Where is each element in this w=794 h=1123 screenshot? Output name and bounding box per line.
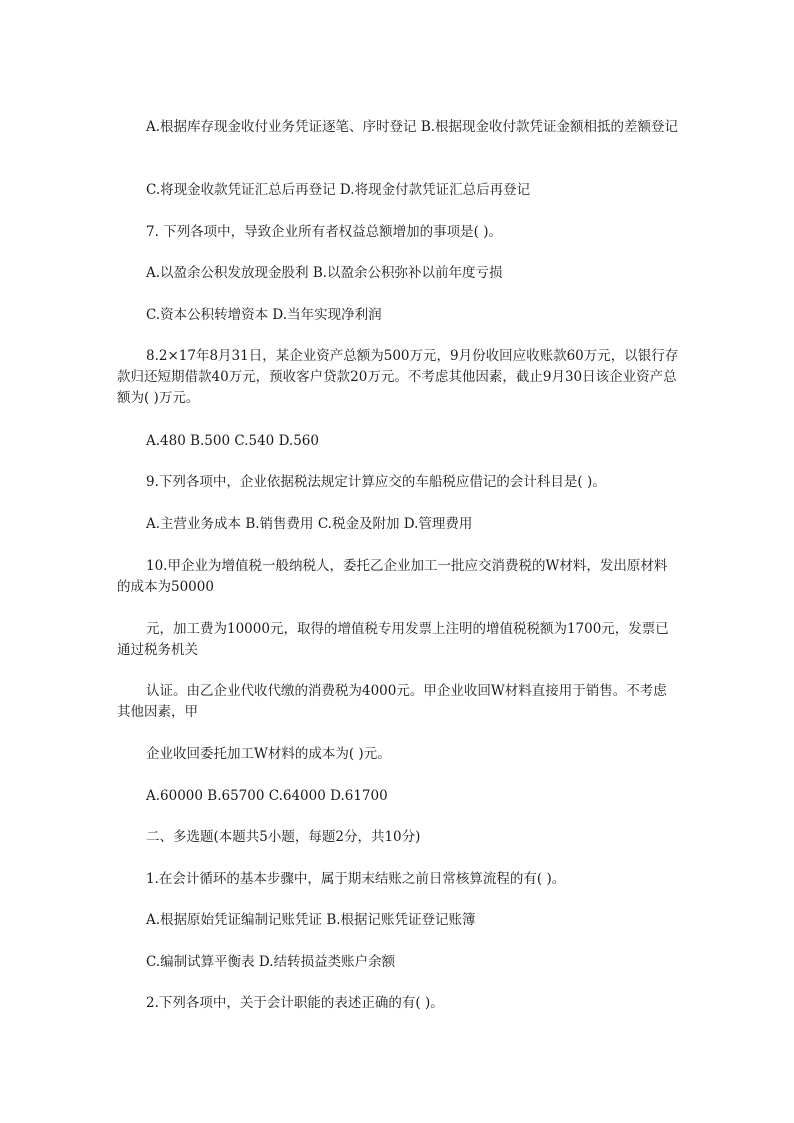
question-10-part-2: 元，加工费为10000元，取得的增值税专用发票上注明的增值税税额为1700元，发票已通过税务机关 (117, 621, 669, 658)
option-line-q8: A.480 B.500 C.540 D.560 (146, 433, 319, 449)
option-line-mq1-cd: C.编制试算平衡表 D.结转损益类账户余额 (146, 954, 396, 970)
question-8: 8.2×17年8月31日，某企业资产总额为500万元，9月份收回应收账款60万元，以银行存款归还短期借款40万元，预收客户贷款20万元。不考虑其他因素，截止9月30日该企业资产总额为( )万元。 (117, 348, 679, 406)
question-10-part-4: 企业收回委托加工W材料的成本为( )元。 (146, 746, 391, 762)
option-line-q7-ab: A.以盈余公积发放现金股利 B.以盈余公积弥补以前年度亏损 (146, 265, 503, 281)
multi-question-1: 1.在会计循环的基本步骤中，属于期末结账之前日常核算流程的有( )。 (146, 871, 566, 887)
option-line-q9: A.主营业务成本 B.销售费用 C.税金及附加 D.管理费用 (146, 516, 473, 532)
section-heading-multiple-choice: 二、多选题(本题共5小题，每题2分，共10分) (146, 829, 421, 845)
multi-question-2: 2.下列各项中，关于会计职能的表述正确的有( )。 (146, 995, 444, 1011)
option-line-q6-cd: C.将现金收款凭证汇总后再登记 D.将现金付款凭证汇总后再登记 (146, 182, 531, 198)
question-9: 9.下列各项中，企业依据税法规定计算应交的车船税应借记的会计科目是( )。 (146, 474, 606, 490)
question-10-part-1: 10.甲企业为增值税一般纳税人，委托乙企业加工一批应交消费税的W材料，发出原材料的成本为50000 (117, 558, 668, 595)
question-10-part-3: 认证。由乙企业代收代缴的消费税为4000元。甲企业收回W材料直接用于销售。不考虑其他因素，甲 (117, 683, 667, 720)
option-line-mq1-ab: A.根据原始凭证编制记账凭证 B.根据记账凭证登记账簿 (146, 912, 476, 928)
option-line-q7-cd: C.资本公积转增资本 D.当年实现净利润 (146, 307, 382, 323)
option-line-q10: A.60000 B.65700 C.64000 D.61700 (146, 788, 388, 804)
question-7: 7. 下列各项中，导致企业所有者权益总额增加的事项是( )。 (146, 224, 502, 240)
option-line-q6-ab: A.根据库存现金收付业务凭证逐笔、序时登记 B.根据现金收付款凭证金额相抵的差额登记 (146, 119, 679, 135)
